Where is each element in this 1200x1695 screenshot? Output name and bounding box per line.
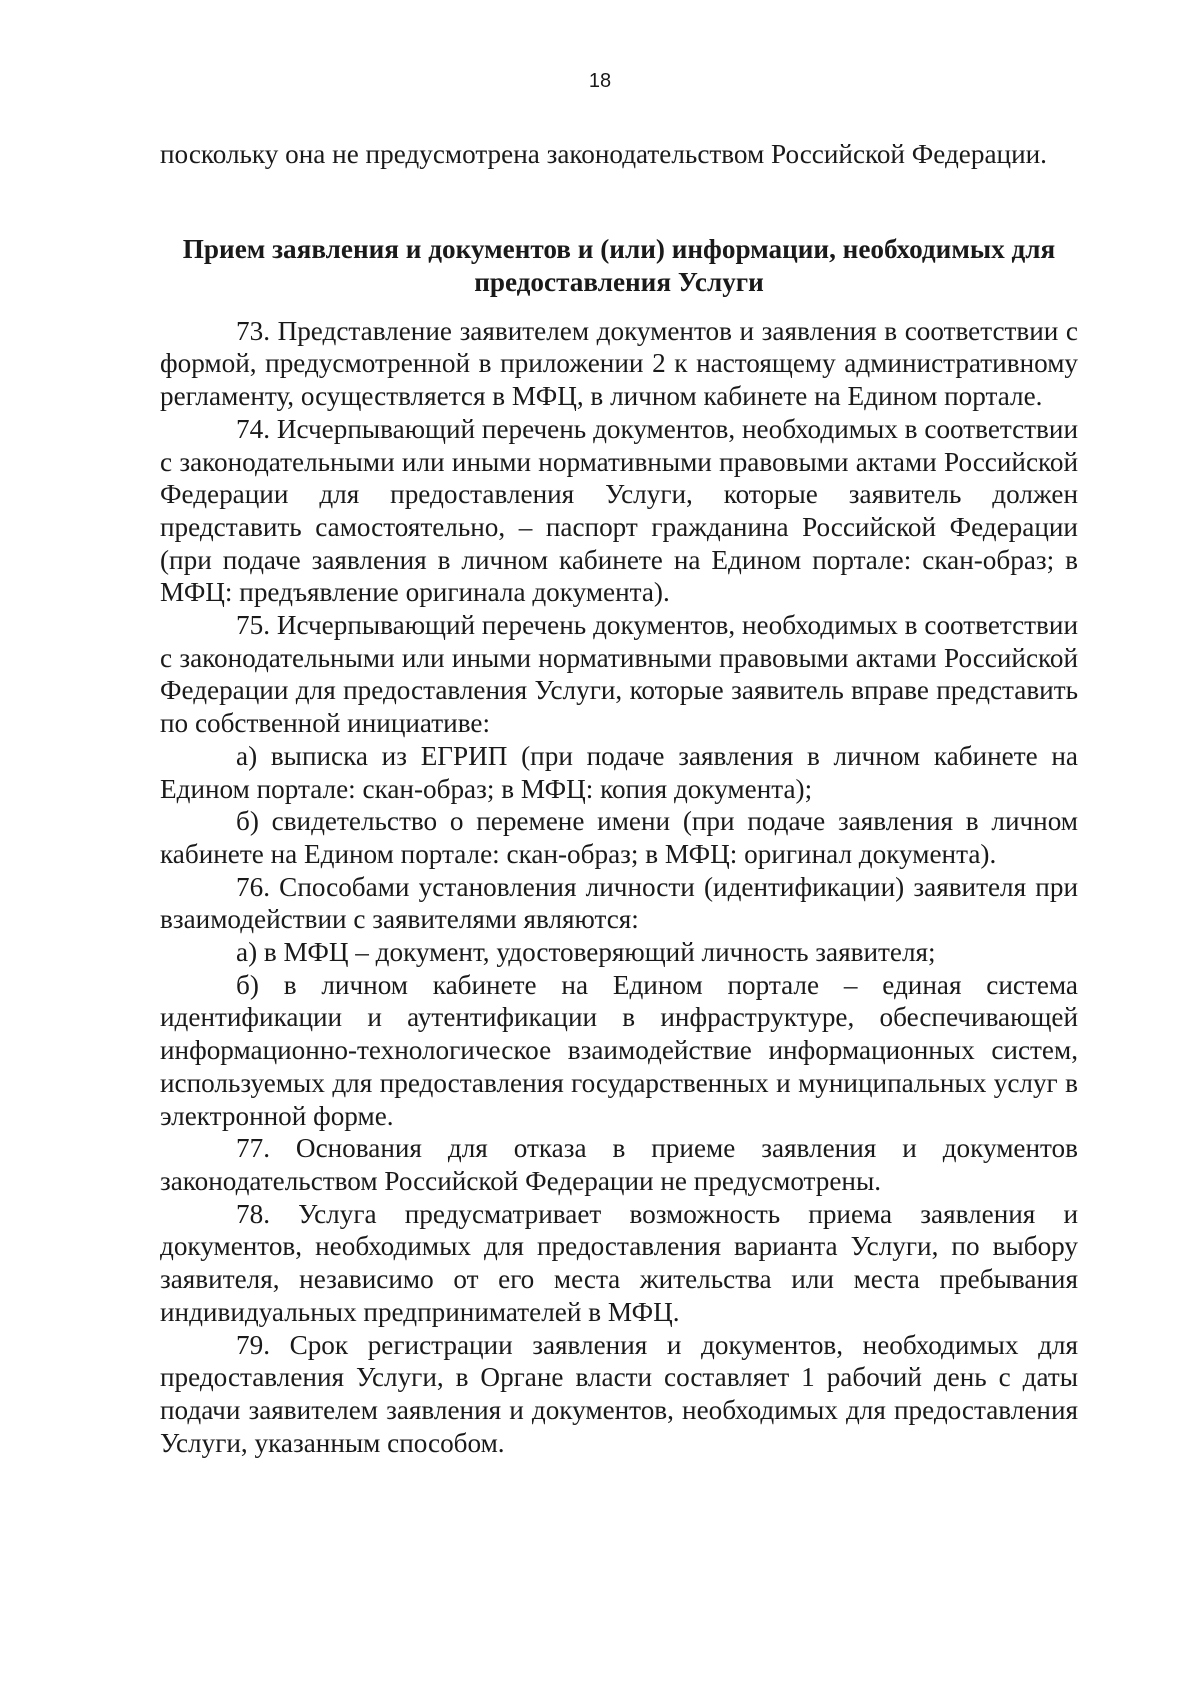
paragraph-78: 78. Услуга предусматривает возможность приема заявления и документов, необходимых для предоставления варианта Услуги, по выбору заявителя, независимо от его места жительства или места пребывания индивидуальных предпринимателей в МФЦ. [160, 1198, 1078, 1327]
section-heading: Прием заявления и документов и (или) информации, необходимых для предоставления Услуги [182, 233, 1056, 297]
paragraph-79: 79. Срок регистрации заявления и документов, необходимых для предоставления Услуги, в Органе власти составляет 1 рабочий день с даты подачи заявителем заявления и документов, необходимых для предоставления Услуги, указанным способом. [160, 1329, 1078, 1458]
paragraph-74: 74. Исчерпывающий перечень документов, необходимых в соответствии с законодательными или иными нормативными правовыми актами Российской Федерации для предоставления Услуги, которые заявитель должен представить самостоятельно, – паспорт гражданина Российской Федерации (при подаче заявления в личном кабинете на Едином портале: скан-образ; в МФЦ: предъявление оригинала документа). [160, 413, 1078, 608]
paragraph-76-item-a: а) в МФЦ – документ, удостоверяющий личность заявителя; [236, 937, 936, 968]
intro-paragraph: поскольку она не предусмотрена законодательством Российской Федерации. [160, 139, 1047, 169]
paragraph-75-item-b: б) свидетельство о перемене имени (при подаче заявления в личном кабинете на Едином портале: скан-образ; в МФЦ: оригинал документа). [160, 806, 1078, 869]
page-number: 18 [588, 70, 612, 92]
paragraph-75-item-a: а) выписка из ЕГРИП (при подаче заявления в личном кабинете на Едином портале: скан-образ; в МФЦ: копия документа); [160, 740, 1078, 804]
paragraph-76-item-b: б) в личном кабинете на Едином портале – единая система идентификации и аутентификации в инфраструктуре, обеспечивающей информационно-технологическое взаимодействие информационных систем, используемых для предоставления государственных и муниципальных услуг в электронной форме. [160, 969, 1078, 1131]
paragraph-77: 77. Основания для отказа в приеме заявления и документов законодательством Российской Федерации не предусмотрены. [160, 1133, 1078, 1196]
document-body [160, 138, 1078, 1459]
paragraph-75: 75. Исчерпывающий перечень документов, необходимых в соответствии с законодательными или иными нормативными правовыми актами Российской Федерации для предоставления Услуги, которые заявитель вправе представить по собственной инициативе: [160, 610, 1078, 739]
paragraph-73: 73. Представление заявителем документов и заявления в соответствии с формой, предусмотренной в приложении 2 к настоящему административному регламенту, осуществляется в МФЦ, в личном кабинете на Едином портале. [160, 315, 1078, 412]
paragraph-76: 76. Способами установления личности (идентификации) заявителя при взаимодействии с заявителями являются: [160, 871, 1078, 935]
